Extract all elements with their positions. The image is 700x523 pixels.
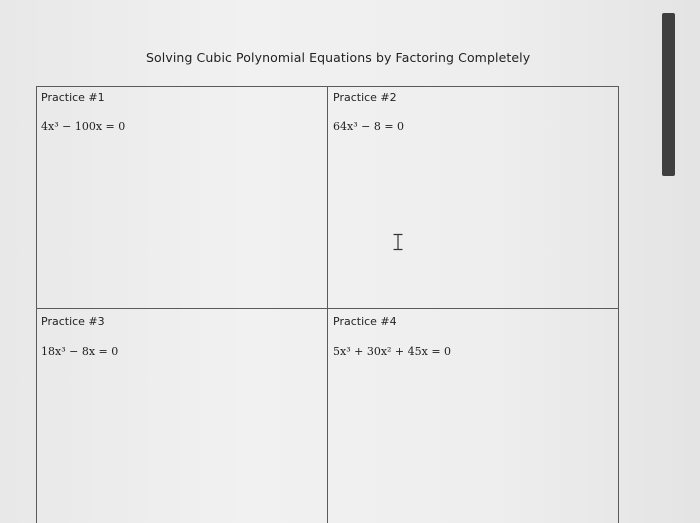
practice-2-label: Practice #2 [333,91,397,104]
practice-1-label: Practice #1 [41,91,105,104]
practice-cell-2 [328,87,618,309]
practice-4-label: Practice #4 [333,315,397,328]
scrollbar-thumb[interactable] [662,13,675,176]
practice-3-equation: 18x³ − 8x = 0 [41,345,119,358]
practice-cell-1 [37,87,328,309]
worksheet-title: Solving Cubic Polynomial Equations by Factoring Completely [146,50,531,65]
practice-3-label: Practice #3 [41,315,105,328]
practice-cell-4 [328,309,618,523]
practice-cell-3 [37,309,328,523]
practice-2-equation: 64x³ − 8 = 0 [333,120,405,133]
text-cursor-icon [393,233,403,251]
practice-1-equation: 4x³ − 100x = 0 [41,120,126,133]
practice-4-equation: 5x³ + 30x² + 45x = 0 [333,345,452,358]
practice-grid [36,86,619,523]
